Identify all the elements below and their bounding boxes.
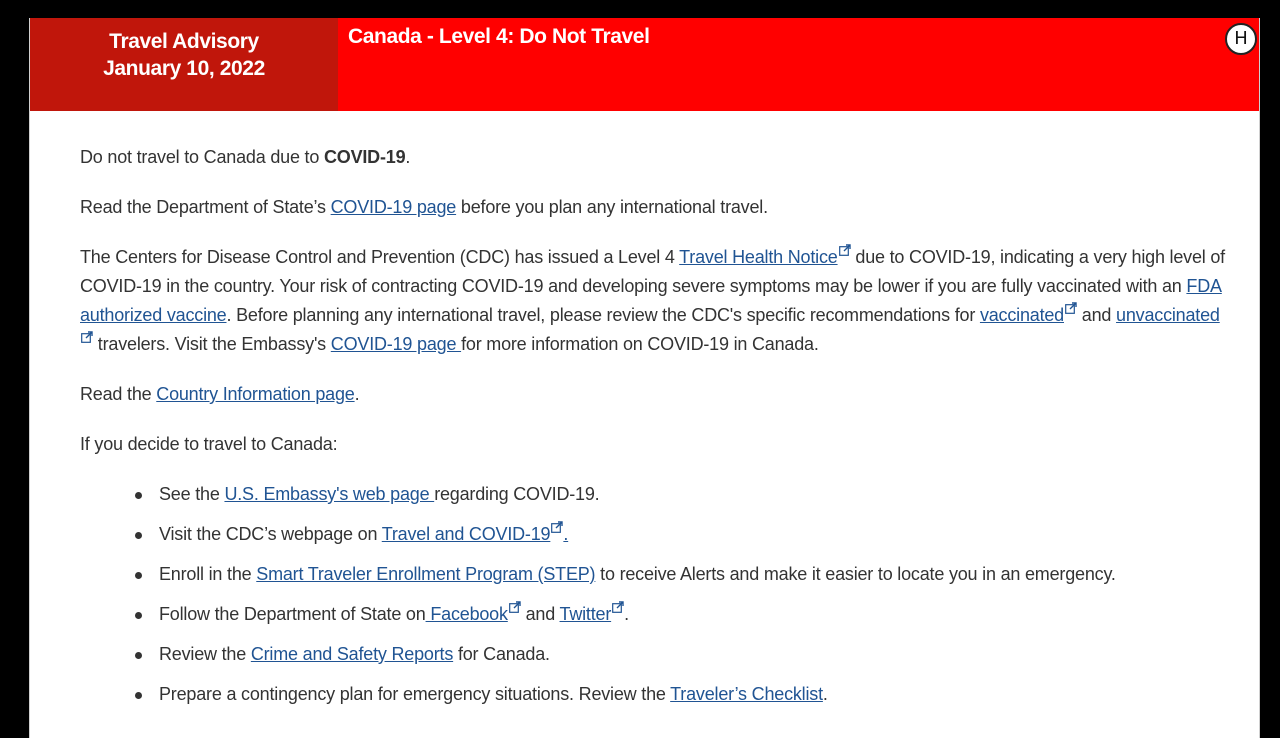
travelers-checklist-link[interactable]: Traveler’s Checklist [670,684,823,704]
crime-safety-reports-link[interactable]: Crime and Safety Reports [250,644,454,664]
list-item [159,600,1230,629]
text: Visit the CDC’s webpage on [159,524,382,544]
list-item [159,560,1230,589]
facebook-link[interactable]: Facebook [425,604,508,624]
text: regarding COVID-19. [434,484,600,504]
text: Prepare a contingency plan for emergency situations. Review the [159,684,671,704]
external-link-icon [612,601,624,613]
text: Follow the Department of State on [159,604,426,624]
external-link-icon [839,244,851,256]
text: to receive Alerts and make it easier to locate you in an emergency. [595,564,1116,584]
travel-covid-link-period[interactable]: . [563,524,569,544]
list-item [159,680,1230,709]
text: before you plan any international travel. [456,197,768,217]
text: . [822,684,828,704]
summary-bold: COVID-19 [323,147,406,167]
text: and [520,604,560,624]
vaccinated-link[interactable]: vaccinated [979,305,1064,325]
advisory-date: January 10, 2022 [103,57,265,80]
advisory-title: Canada - Level 4: Do Not Travel [348,25,650,48]
advisory-content [80,143,1230,720]
external-link-icon [509,601,521,613]
list-item [159,480,1230,509]
external-link-icon [81,331,93,343]
summary-text: Do not travel to Canada due to [80,147,324,167]
step-enrollment-link[interactable]: Smart Traveler Enrollment Program (STEP) [256,564,596,584]
advisory-banner [30,18,1260,111]
list-item [159,640,1230,669]
embassy-covid-page-link[interactable]: COVID-19 page [330,334,462,354]
text: Read the [80,384,157,404]
paragraph-if-travel: If you decide to travel to Canada: [80,434,338,454]
paragraph-cdc-notice [80,243,1230,359]
text: . Before planning any international travel, please review the CDC's specific recommendations for [226,305,980,325]
advisory-label: Travel Advisory [109,30,259,53]
covid-page-link[interactable]: COVID-19 page [330,197,457,217]
twitter-link[interactable]: Twitter [559,604,612,624]
text: for Canada. [453,644,550,664]
text: travelers. Visit the Embassy's [93,334,331,354]
paragraph-country-info [80,380,1230,409]
text: Read the Department of State’s [80,197,331,217]
list-item [159,520,1230,549]
text: Enroll in the [159,564,257,584]
embassy-web-page-link[interactable]: U.S. Embassy's web page [224,484,435,504]
external-link-icon [1065,302,1077,314]
text: for more information on COVID-19 in Canada. [461,334,819,354]
text: The Centers for Disease Control and Prevention (CDC) has issued a Level 4 [80,247,680,267]
advisory-date-panel [30,18,338,111]
text: See the [159,484,225,504]
text: and [1077,305,1117,325]
unvaccinated-link[interactable]: unvaccinated [1116,305,1220,325]
external-link-icon [551,521,563,533]
text: Review the [159,644,251,664]
summary-end: . [405,147,411,167]
fda-vaccine-link[interactable]: FDA authorized vaccine [80,276,1222,325]
paragraph-summary [80,143,1230,172]
travel-health-notice-link[interactable]: Travel Health Notice [679,247,838,267]
advisory-page [29,18,1260,738]
text: due to COVID-19, indicating a very high level of COVID-19 in the country. Your risk of contracting COVID-19 and developing severe symptoms may be lower if you are fully vaccinated with an [80,247,1225,296]
paragraph-covid-page [80,193,1230,222]
recommendations-list [80,480,1230,709]
country-information-link[interactable]: Country Information page [156,384,355,404]
text: . [624,604,629,624]
travel-covid-link[interactable]: Travel and COVID-19 [381,524,551,544]
text: . [354,384,360,404]
health-indicator-icon[interactable]: H [1225,23,1257,55]
